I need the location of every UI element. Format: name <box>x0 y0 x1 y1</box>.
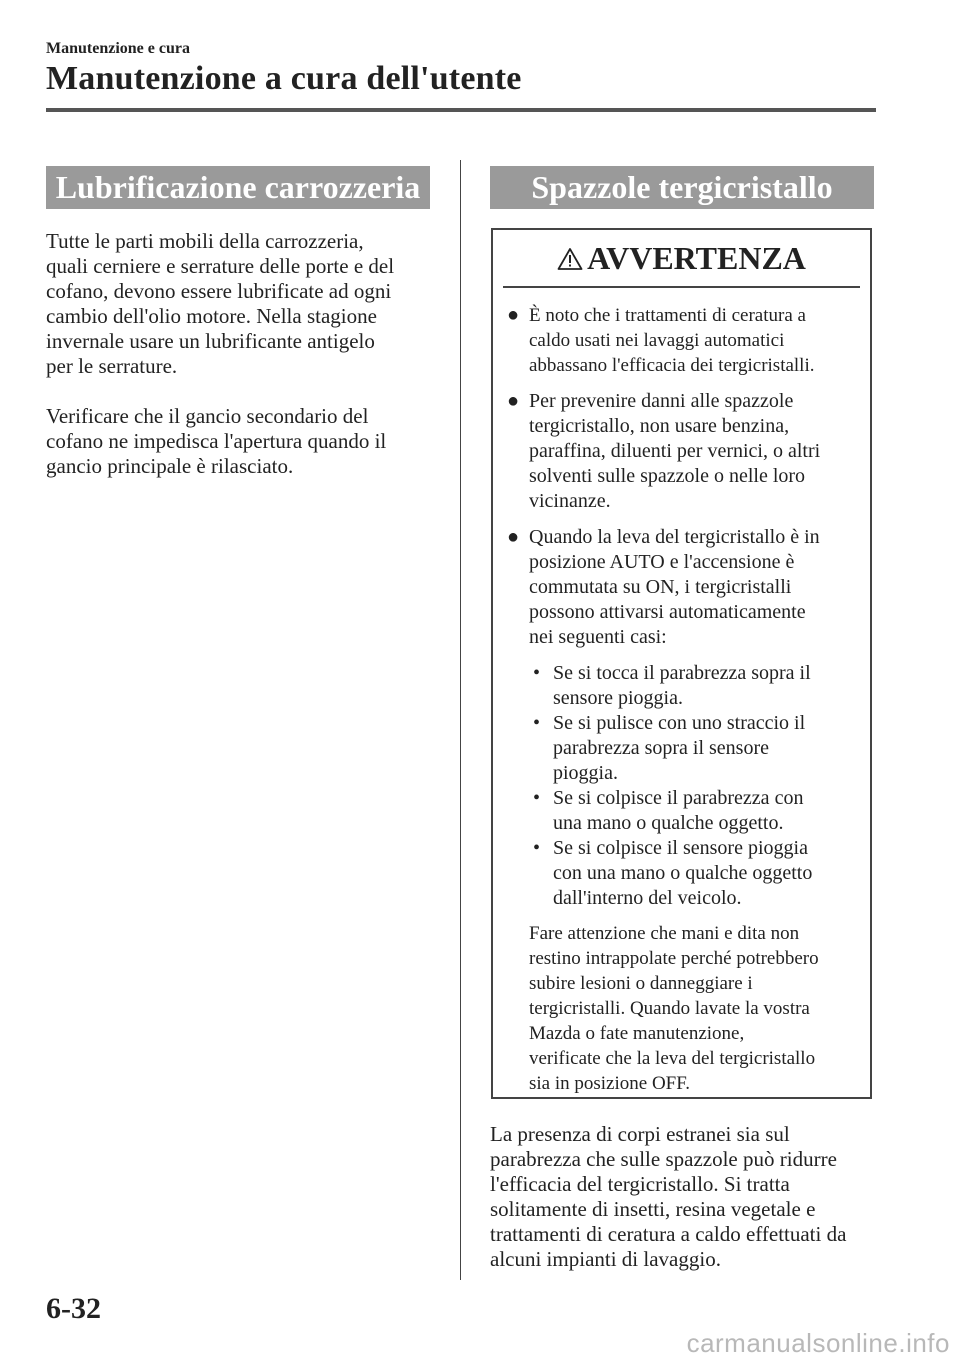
warning-triangle-icon <box>557 247 583 271</box>
text-line: Verificare che il gancio secondario del <box>46 404 369 428</box>
text-line: parabrezza che sulle spazzole può ridurre <box>490 1147 837 1171</box>
sub-bullet-icon: • <box>533 712 541 734</box>
warning-bullet: ● Quando la leva del tergicristallo è in posizione AUTO e l'accensione è commutata su ON, i tergicristalli possono attivarsi automaticamente nei seguenti casi: <box>507 526 820 648</box>
lubrication-text <box>46 229 446 479</box>
text-line: per le serrature. <box>46 354 178 378</box>
sub-bullet: • Se si colpisce il sensore pioggia con una mano o qualche oggetto dall'interno del veicolo. <box>533 837 813 909</box>
sub-bullet: • Se si tocca il parabrezza sopra il sensore pioggia. <box>533 662 811 709</box>
warning-body <box>505 292 865 1096</box>
section-heading-wipers: Spazzole tergicristallo <box>490 166 874 209</box>
wiper-text <box>490 1122 890 1272</box>
watermark: carmanualsonline.info <box>686 1328 950 1358</box>
bullet-icon: ● <box>507 526 520 548</box>
bullet-icon: ● <box>507 390 520 412</box>
sub-bullet-list <box>505 661 865 911</box>
text-line: alcuni impianti di lavaggio. <box>490 1247 721 1271</box>
bullet-icon: ● <box>507 304 520 326</box>
sub-bullet: • Se si pulisce con uno straccio il parabrezza sopra il sensore pioggia. <box>533 712 806 784</box>
sub-bullet-icon: • <box>533 662 541 684</box>
text-line: solitamente di insetti, resina vegetale e <box>490 1197 816 1221</box>
warning-note: Fare attenzione che mani e dita non restino intrappolate perché potrebbero subire lesioni o danneggiare i tergicristalli. Quando lavate la vostra Mazda o fate manutenzione, verificate che la leva del tergicristallo sia in posizione OFF. <box>529 923 819 1094</box>
page-number: 6-32 <box>46 1292 101 1325</box>
section-label: Manutenzione e cura <box>46 40 190 57</box>
text-line: cofano ne impedisca l'apertura quando il <box>46 429 387 453</box>
title-rule <box>46 108 876 112</box>
page-title: Manutenzione a cura dell'utente <box>46 60 522 97</box>
warning-rule <box>503 286 860 288</box>
text-line: cambio dell'olio motore. Nella stagione <box>46 304 377 328</box>
warning-box <box>491 228 872 1099</box>
text-line: Tutte le parti mobili della carrozzeria, <box>46 229 364 253</box>
text-line: La presenza di corpi estranei sia sul <box>490 1122 790 1146</box>
sub-bullet-icon: • <box>533 837 541 859</box>
section-heading-lubrication: Lubrificazione carrozzeria <box>46 166 430 209</box>
text-line: invernale usare un lubrificante antigelo <box>46 329 375 353</box>
column-divider <box>460 160 461 1280</box>
warning-header <box>493 240 870 277</box>
text-line: gancio principale è rilasciato. <box>46 454 294 478</box>
warning-bullet: ● È noto che i trattamenti di ceratura a caldo usati nei lavaggi automatici abbassano l'efficacia dei tergicristalli. <box>507 304 815 376</box>
text-line: trattamenti di ceratura a caldo effettuati da <box>490 1222 847 1246</box>
warning-title: AVVERTENZA <box>587 240 806 276</box>
text-line: l'efficacia del tergicristallo. Si tratta <box>490 1172 790 1196</box>
sub-bullet: • Se si colpisce il parabrezza con una mano o qualche oggetto. <box>533 787 804 834</box>
sub-bullet-icon: • <box>533 787 541 809</box>
text-line: cofano, devono essere lubrificate ad ogni <box>46 279 392 303</box>
warning-bullet: ● Per prevenire danni alle spazzole tergicristallo, non usare benzina, paraffina, diluenti per vernici, o altri solventi sulle spazzole o nelle loro vicinanze. <box>507 390 821 512</box>
text-line: quali cerniere e serrature delle porte e del <box>46 254 395 278</box>
